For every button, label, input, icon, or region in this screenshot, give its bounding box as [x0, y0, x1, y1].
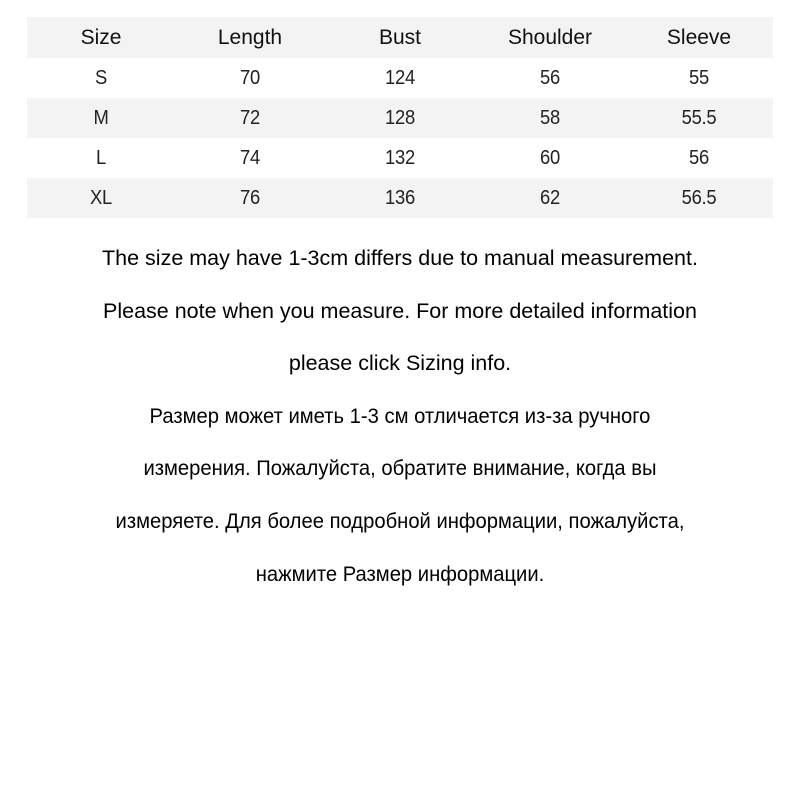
cell-sleeve: 55.5	[681, 106, 717, 129]
header-length: Length	[217, 25, 283, 49]
table-row	[27, 178, 773, 218]
header-bust: Bust	[378, 25, 422, 49]
cell-length: 72	[240, 106, 260, 129]
cell-size: L	[96, 146, 106, 169]
cell-sleeve: 56	[689, 146, 709, 169]
cell-bust: 132	[385, 146, 415, 169]
table-row	[27, 58, 773, 98]
cell-sleeve: 55	[689, 66, 709, 89]
cell-shoulder: 58	[540, 106, 560, 129]
header-size: Size	[80, 25, 122, 49]
cell-size: S	[94, 66, 107, 89]
table-header-row	[27, 17, 773, 58]
note-ru-line-1: Размер может иметь 1-3 см отличается из-за ручного	[149, 403, 651, 428]
cell-bust: 124	[385, 66, 415, 89]
note-ru-line-3: измеряете. Для более подробной информации, пожалуйста,	[115, 508, 685, 533]
note-en-line-1: The size may have 1-3cm differs due to manual measurement.	[102, 246, 698, 270]
cell-size: XL	[90, 186, 112, 209]
cell-shoulder: 62	[540, 186, 560, 209]
cell-length: 70	[240, 66, 260, 89]
cell-size: M	[93, 106, 109, 129]
cell-sleeve: 56.5	[681, 186, 717, 209]
header-sleeve: Sleeve	[666, 25, 732, 49]
size-chart-table	[27, 17, 773, 218]
note-ru-line-2: измерения. Пожалуйста, обратите внимание, когда вы	[143, 456, 657, 481]
cell-length: 74	[240, 146, 260, 169]
note-ru-line-4: нажмите Размер информации.	[255, 561, 545, 586]
cell-shoulder: 56	[540, 66, 560, 89]
cell-length: 76	[240, 186, 260, 209]
note-en-line-2: Please note when you measure. For more detailed information	[103, 298, 697, 323]
cell-bust: 136	[385, 186, 415, 209]
measurement-notes	[0, 232, 800, 600]
cell-shoulder: 60	[540, 146, 560, 169]
header-shoulder: Shoulder	[507, 25, 593, 49]
table-row	[27, 98, 773, 138]
table-row	[27, 138, 773, 178]
note-en-line-3: please click Sizing info.	[288, 351, 512, 376]
cell-bust: 128	[385, 106, 415, 129]
